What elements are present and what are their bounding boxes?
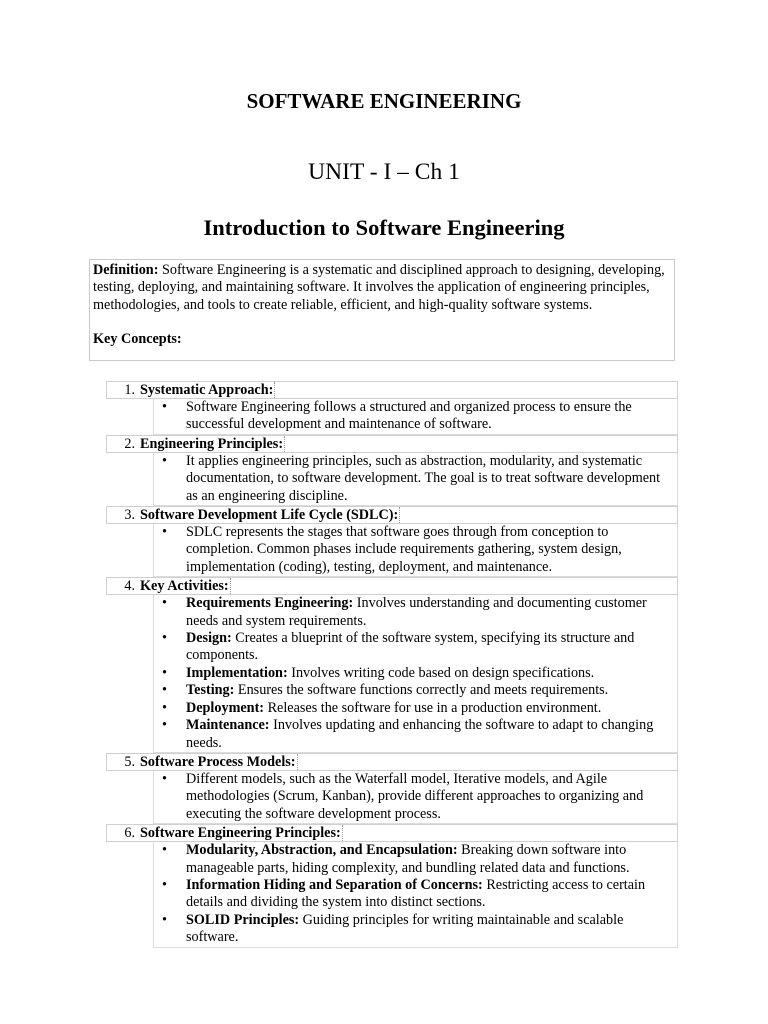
bullet-item	[154, 399, 677, 434]
bullet-term: Requirements Engineering:	[186, 595, 354, 612]
bullet-item	[154, 682, 677, 699]
section-bullet-list	[153, 595, 678, 753]
bullet-item	[154, 912, 677, 947]
section-title: Software Engineering Principles:	[140, 825, 341, 842]
bullet-text: Involves writing code based on design specifications.	[287, 664, 595, 681]
concept-section-header	[106, 824, 678, 842]
section-number: 3.	[124, 507, 135, 524]
concept-section-header	[106, 753, 678, 771]
concept-list	[106, 381, 678, 948]
bullet-text: Ensures the software functions correctly and meets requirements.	[234, 682, 609, 699]
bullet-term: Modularity, Abstraction, and Encapsulation:	[186, 842, 458, 859]
bullet-item	[154, 453, 677, 505]
concept-section-header	[106, 577, 678, 595]
section-bullet-list	[153, 524, 678, 577]
bullet-icon: •	[162, 595, 167, 612]
bullet-item	[154, 877, 677, 912]
unit-title: UNIT - I – Ch 1	[308, 159, 460, 185]
bullet-text: Releases the software for use in a production environment.	[264, 699, 602, 716]
bullet-icon: •	[162, 664, 167, 681]
bullet-text: Involves updating and enhancing the software to adapt to changing needs.	[186, 717, 654, 751]
bullet-text: Creates a blueprint of the software system, specifying its structure and components.	[186, 630, 635, 664]
bullet-item	[154, 717, 677, 752]
bullet-icon: •	[162, 717, 167, 734]
bullet-icon: •	[162, 452, 167, 469]
bullet-item	[154, 524, 677, 576]
bullet-item	[154, 771, 677, 823]
bullet-icon: •	[162, 399, 167, 415]
section-number: 1.	[124, 382, 135, 398]
section-title: Key Activities:	[140, 578, 229, 595]
section-number: 2.	[124, 435, 135, 452]
bullet-term: Design:	[186, 630, 232, 647]
bullet-text: Guiding principles for writing maintainable and scalable software.	[186, 911, 624, 946]
definition-box	[89, 259, 675, 361]
bullet-icon: •	[162, 524, 167, 541]
section-bullet-list	[153, 771, 678, 824]
bullet-term: Deployment:	[186, 699, 265, 716]
bullet-icon: •	[162, 770, 167, 787]
section-bullet-list	[153, 842, 678, 947]
bullet-text: Different models, such as the Waterfall model, Iterative models, and Agile methodologies (Scrum, Kanban), provide different approaches to organizing and executing the software development process.	[186, 770, 644, 822]
concept-section-header	[106, 506, 678, 524]
bullet-term: Testing:	[186, 682, 235, 699]
bullet-item	[154, 842, 677, 877]
concept-section-header	[106, 435, 678, 453]
bullet-term: Maintenance:	[186, 717, 270, 734]
bullet-item	[154, 700, 677, 717]
bullet-text: Restricting access to certain details and dividing the system into distinct sections.	[186, 876, 646, 911]
bullet-text: SDLC represents the stages that software goes through from conception to completion. Common phases include requirements gathering, system design, implementation (coding), testing, deployment, and maintenance.	[186, 524, 622, 575]
section-number: 4.	[124, 578, 135, 595]
bullet-text: Software Engineering follows a structured and organized process to ensure the successful development and maintenance of software.	[186, 399, 632, 433]
section-number: 6.	[124, 825, 135, 842]
section-title: Software Process Models:	[140, 753, 296, 770]
bullet-icon: •	[162, 699, 167, 716]
bullet-icon: •	[162, 842, 167, 859]
bullet-icon: •	[162, 630, 167, 647]
bullet-text: It applies engineering principles, such as abstraction, modularity, and systematic documentation, to software development. The goal is to treat software development as an engineering discipline.	[186, 452, 661, 504]
section-bullet-list	[153, 453, 678, 506]
concept-section-header	[106, 381, 678, 399]
document-title: SOFTWARE ENGINEERING	[246, 89, 522, 113]
section-title: Software Development Life Cycle (SDLC):	[140, 507, 399, 524]
section-title: Systematic Approach:	[140, 382, 274, 398]
bullet-text: Breaking down software into manageable parts, hiding complexity, and bundling related data and functions.	[186, 842, 630, 876]
bullet-icon: •	[162, 911, 167, 928]
section-number: 5.	[124, 753, 135, 770]
section-title: Engineering Principles:	[140, 435, 284, 452]
bullet-text: Involves understanding and documenting customer needs and system requirements.	[186, 595, 647, 629]
bullet-item	[154, 595, 677, 630]
definition-paragraph	[93, 262, 671, 314]
key-concepts-heading: Key Concepts:	[93, 331, 182, 348]
bullet-item	[154, 630, 677, 665]
chapter-title: Introduction to Software Engineering	[203, 215, 565, 240]
section-bullet-list	[153, 399, 678, 435]
bullet-term: SOLID Principles:	[186, 911, 300, 928]
bullet-term: Information Hiding and Separation of Concerns:	[186, 876, 483, 893]
bullet-item	[154, 665, 677, 682]
bullet-icon: •	[162, 682, 167, 699]
bullet-icon: •	[162, 876, 167, 893]
definition-label: Definition:	[93, 262, 159, 278]
definition-text: Software Engineering is a systematic and disciplined approach to designing, developing, testing, deploying, and maintaining software. It involves the application of engineering principles, methodologies, and tools to create reliable, efficient, and high-quality software systems.	[93, 262, 665, 313]
bullet-term: Implementation:	[186, 664, 288, 681]
